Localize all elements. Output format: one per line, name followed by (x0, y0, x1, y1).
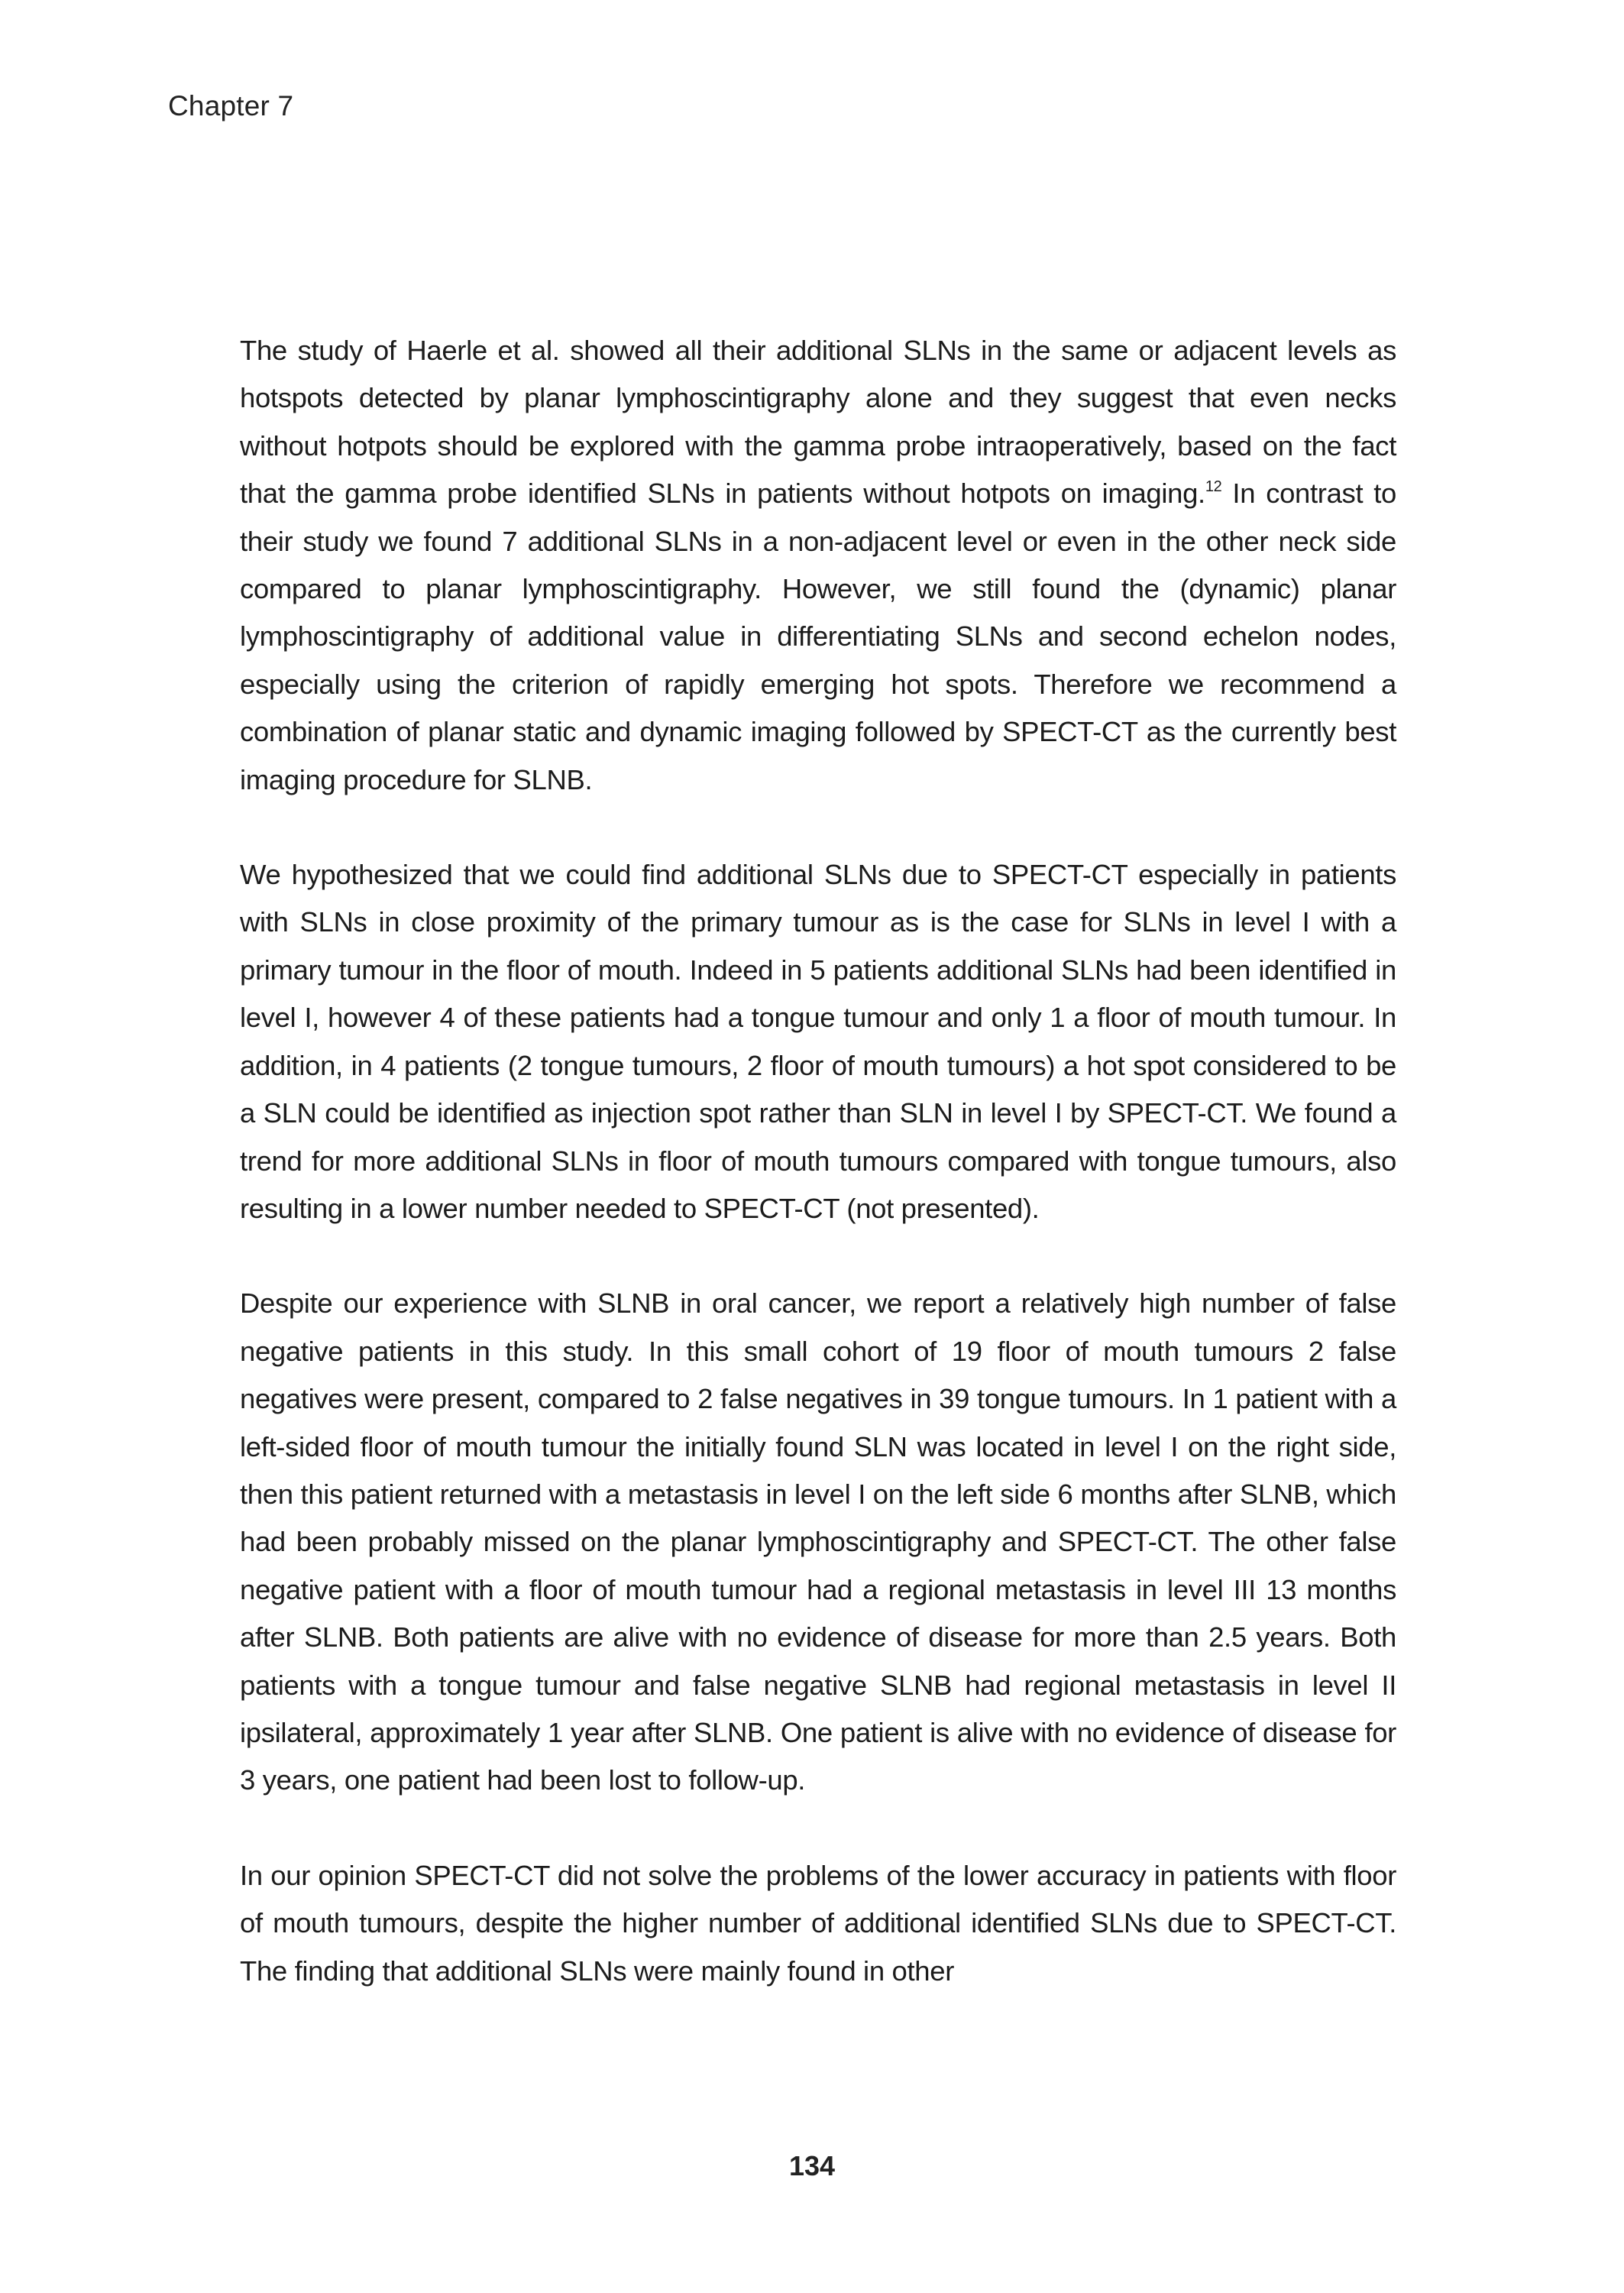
paragraph-false-negatives: Despite our experience with SLNB in oral cancer, we report a relatively high number of false negative patients in this study. In this small cohort of 19 floor of mouth tumours 2 false negatives were present, compared to 2 false negatives in 39 tongue tumours. In 1 patient with a left-sided floor of mouth tumour the initially found SLN was located in level I on the right side, then this patient returned with a metastasis in level I on the left side 6 months after SLNB, which had been probably missed on the planar lymphoscintigraphy and SPECT-CT. The other false negative patient with a floor of mouth tumour had a regional metastasis in level III 13 months after SLNB. Both patients are alive with no evidence of disease for more than 2.5 years. Both patients with a tongue tumour and false negative SLNB had regional metastasis in level II ipsilateral, approximately 1 year after SLNB. One patient is alive with no evidence of disease for 3 years, one patient had been lost to follow-up. (240, 1287, 1396, 1796)
paragraph-opinion: In our opinion SPECT-CT did not solve the problems of the lower accuracy in patients with floor of mouth tumours, despite the higher number of additional identified SLNs due to SPECT-CT. The finding that additional SLNs were mainly found in other (240, 1859, 1396, 1987)
running-header-chapter-title: Chapter 7 (168, 90, 294, 121)
citation-reference: 12 (1205, 478, 1222, 496)
paragraph-text: The study of Haerle et al. showed all their additional SLNs in the same or adjacent levels as hotspots detected by planar lymphoscintigraphy alone and they suggest that even necks without hotpots should be explored with the gamma probe intraoperatively, based on the fact that the gamma probe identified SLNs in patients without hotpots on imaging. (240, 335, 1396, 510)
paragraph-text: In contrast to their study we found 7 additional SLNs in a non-adjacent level or even in the other neck side compared to planar lymphoscintigraphy. However, we still found the (dynamic) planar lymphoscintigraphy of additional value in differentiating SLNs and second echelon nodes, especially using the criterion of rapidly emerging hot spots. Therefore we recommend a combination of planar static and dynamic imaging followed by SPECT-CT as the currently best imaging procedure for SLNB. (240, 478, 1397, 795)
paragraph-haerle-comparison (240, 327, 1396, 804)
paragraph-hypothesis: We hypothesized that we could find additional SLNs due to SPECT-CT especially in patients with SLNs in close proximity of the primary tumour as is the case for SLNs in level I with a primary tumour in the floor of mouth. Indeed in 5 patients additional SLNs had been identified in level I, however 4 of these patients had a tongue tumour and only 1 a floor of mouth tumour. In addition, in 4 patients (2 tongue tumours, 2 floor of mouth tumours) a hot spot considered to be a SLN could be identified as injection spot rather than SLN in level I by SPECT-CT. We found a trend for more additional SLNs in floor of mouth tumours compared with tongue tumours, also resulting in a lower number needed to SPECT-CT (not presented). (240, 859, 1396, 1224)
page-number: 134 (788, 2150, 836, 2181)
body-text (240, 327, 1396, 2042)
